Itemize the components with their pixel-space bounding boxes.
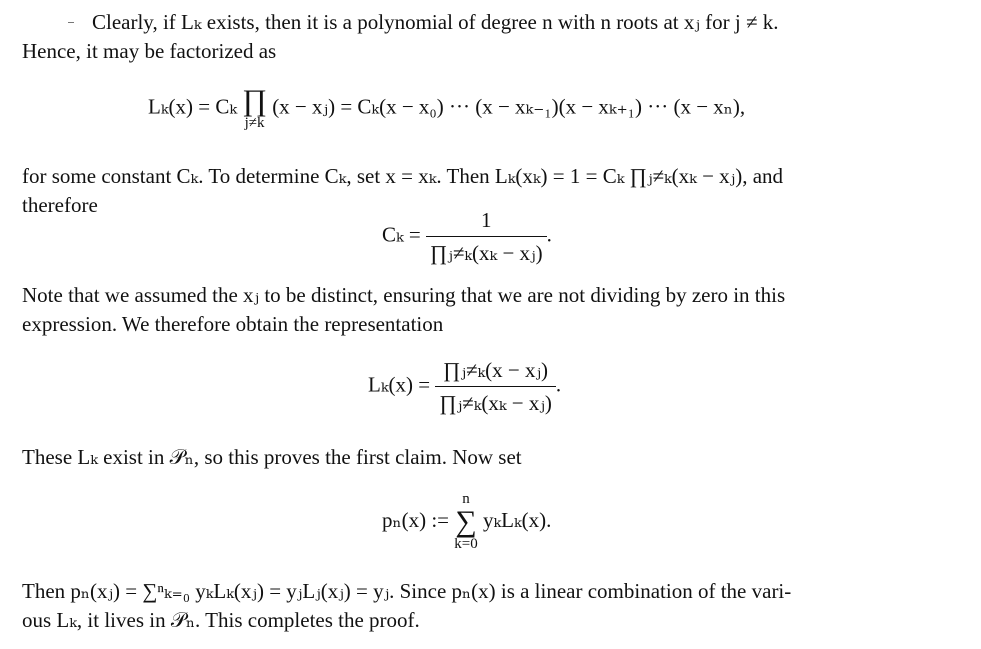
eq2-denominator: ∏ⱼ≠ₖ(xₖ − xⱼ) <box>430 241 543 265</box>
paragraph-1-line-1: Clearly, if Lₖ exists, then it is a polynomial of degree n with n roots at xⱼ for j ≠ k. <box>92 10 779 34</box>
eq4-rhs: yₖLₖ(x). <box>482 507 552 532</box>
paragraph-2-line-1: for some constant Cₖ. To determine Cₖ, set x = xₖ. Then Lₖ(xₖ) = 1 = Cₖ ∏ⱼ≠ₖ(xₖ − xⱼ), and <box>22 164 784 188</box>
paragraph-3-line-2: expression. We therefore obtain the representation <box>22 312 444 336</box>
eq3-numerator: ∏ⱼ≠ₖ(x − xⱼ) <box>443 358 549 382</box>
paragraph-5-line-1: Then pₙ(xⱼ) = ∑ⁿₖ₌₀ yₖLₖ(xⱼ) = yⱼLⱼ(xⱼ) = yⱼ. Since pₙ(x) is a linear combination of the vari- <box>22 579 792 603</box>
paragraph-3-line-1: Note that we assumed the xⱼ to be distinct, ensuring that we are not dividing by zero in this <box>22 283 786 307</box>
eq2-lhs: Cₖ = <box>382 222 421 247</box>
product-operator <box>242 86 267 131</box>
product-symbol: ∏ <box>242 84 267 117</box>
sum-lower-limit: k=0 <box>454 536 478 552</box>
eq2-period: . <box>546 222 552 247</box>
paragraph-1-line-2: Hence, it may be factorized as <box>22 39 277 63</box>
eq3-fraction-bar <box>435 386 556 387</box>
eq1-rhs: (x − xⱼ) = Cₖ(x − x₀) ··· (x − xₖ₋₁)(x − xₖ₊₁) ··· (x − xₙ), <box>272 94 746 119</box>
equation-representation <box>368 356 561 417</box>
equation-constant <box>382 206 552 267</box>
sum-upper-limit: n <box>462 491 470 507</box>
paragraph-4-line-1: These Lₖ exist in 𝒫ₙ, so this proves the first claim. Now set <box>22 445 522 469</box>
paragraph-5-line-2: ous Lₖ, it lives in 𝒫ₙ. This completes the proof. <box>22 608 420 632</box>
eq2-fraction-bar <box>426 236 547 237</box>
eq2-numerator: 1 <box>481 208 492 232</box>
equation-interpolant <box>382 492 551 552</box>
eq3-denominator: ∏ⱼ≠ₖ(xₖ − xⱼ) <box>439 391 552 415</box>
margin-mark <box>68 22 74 23</box>
product-subscript: j≠k <box>244 115 265 131</box>
eq3-fraction <box>435 356 556 417</box>
eq4-lhs: pₙ(x) := <box>382 507 449 532</box>
eq2-fraction <box>426 206 547 267</box>
sum-operator <box>454 492 477 552</box>
eq3-lhs: Lₖ(x) = <box>368 372 431 397</box>
sum-symbol: ∑ <box>455 505 477 538</box>
eq1-lhs: Lₖ(x) = Cₖ <box>148 94 237 119</box>
paragraph-2-line-2: therefore <box>22 193 98 217</box>
eq3-period: . <box>555 372 562 397</box>
equation-factorization <box>148 86 745 131</box>
